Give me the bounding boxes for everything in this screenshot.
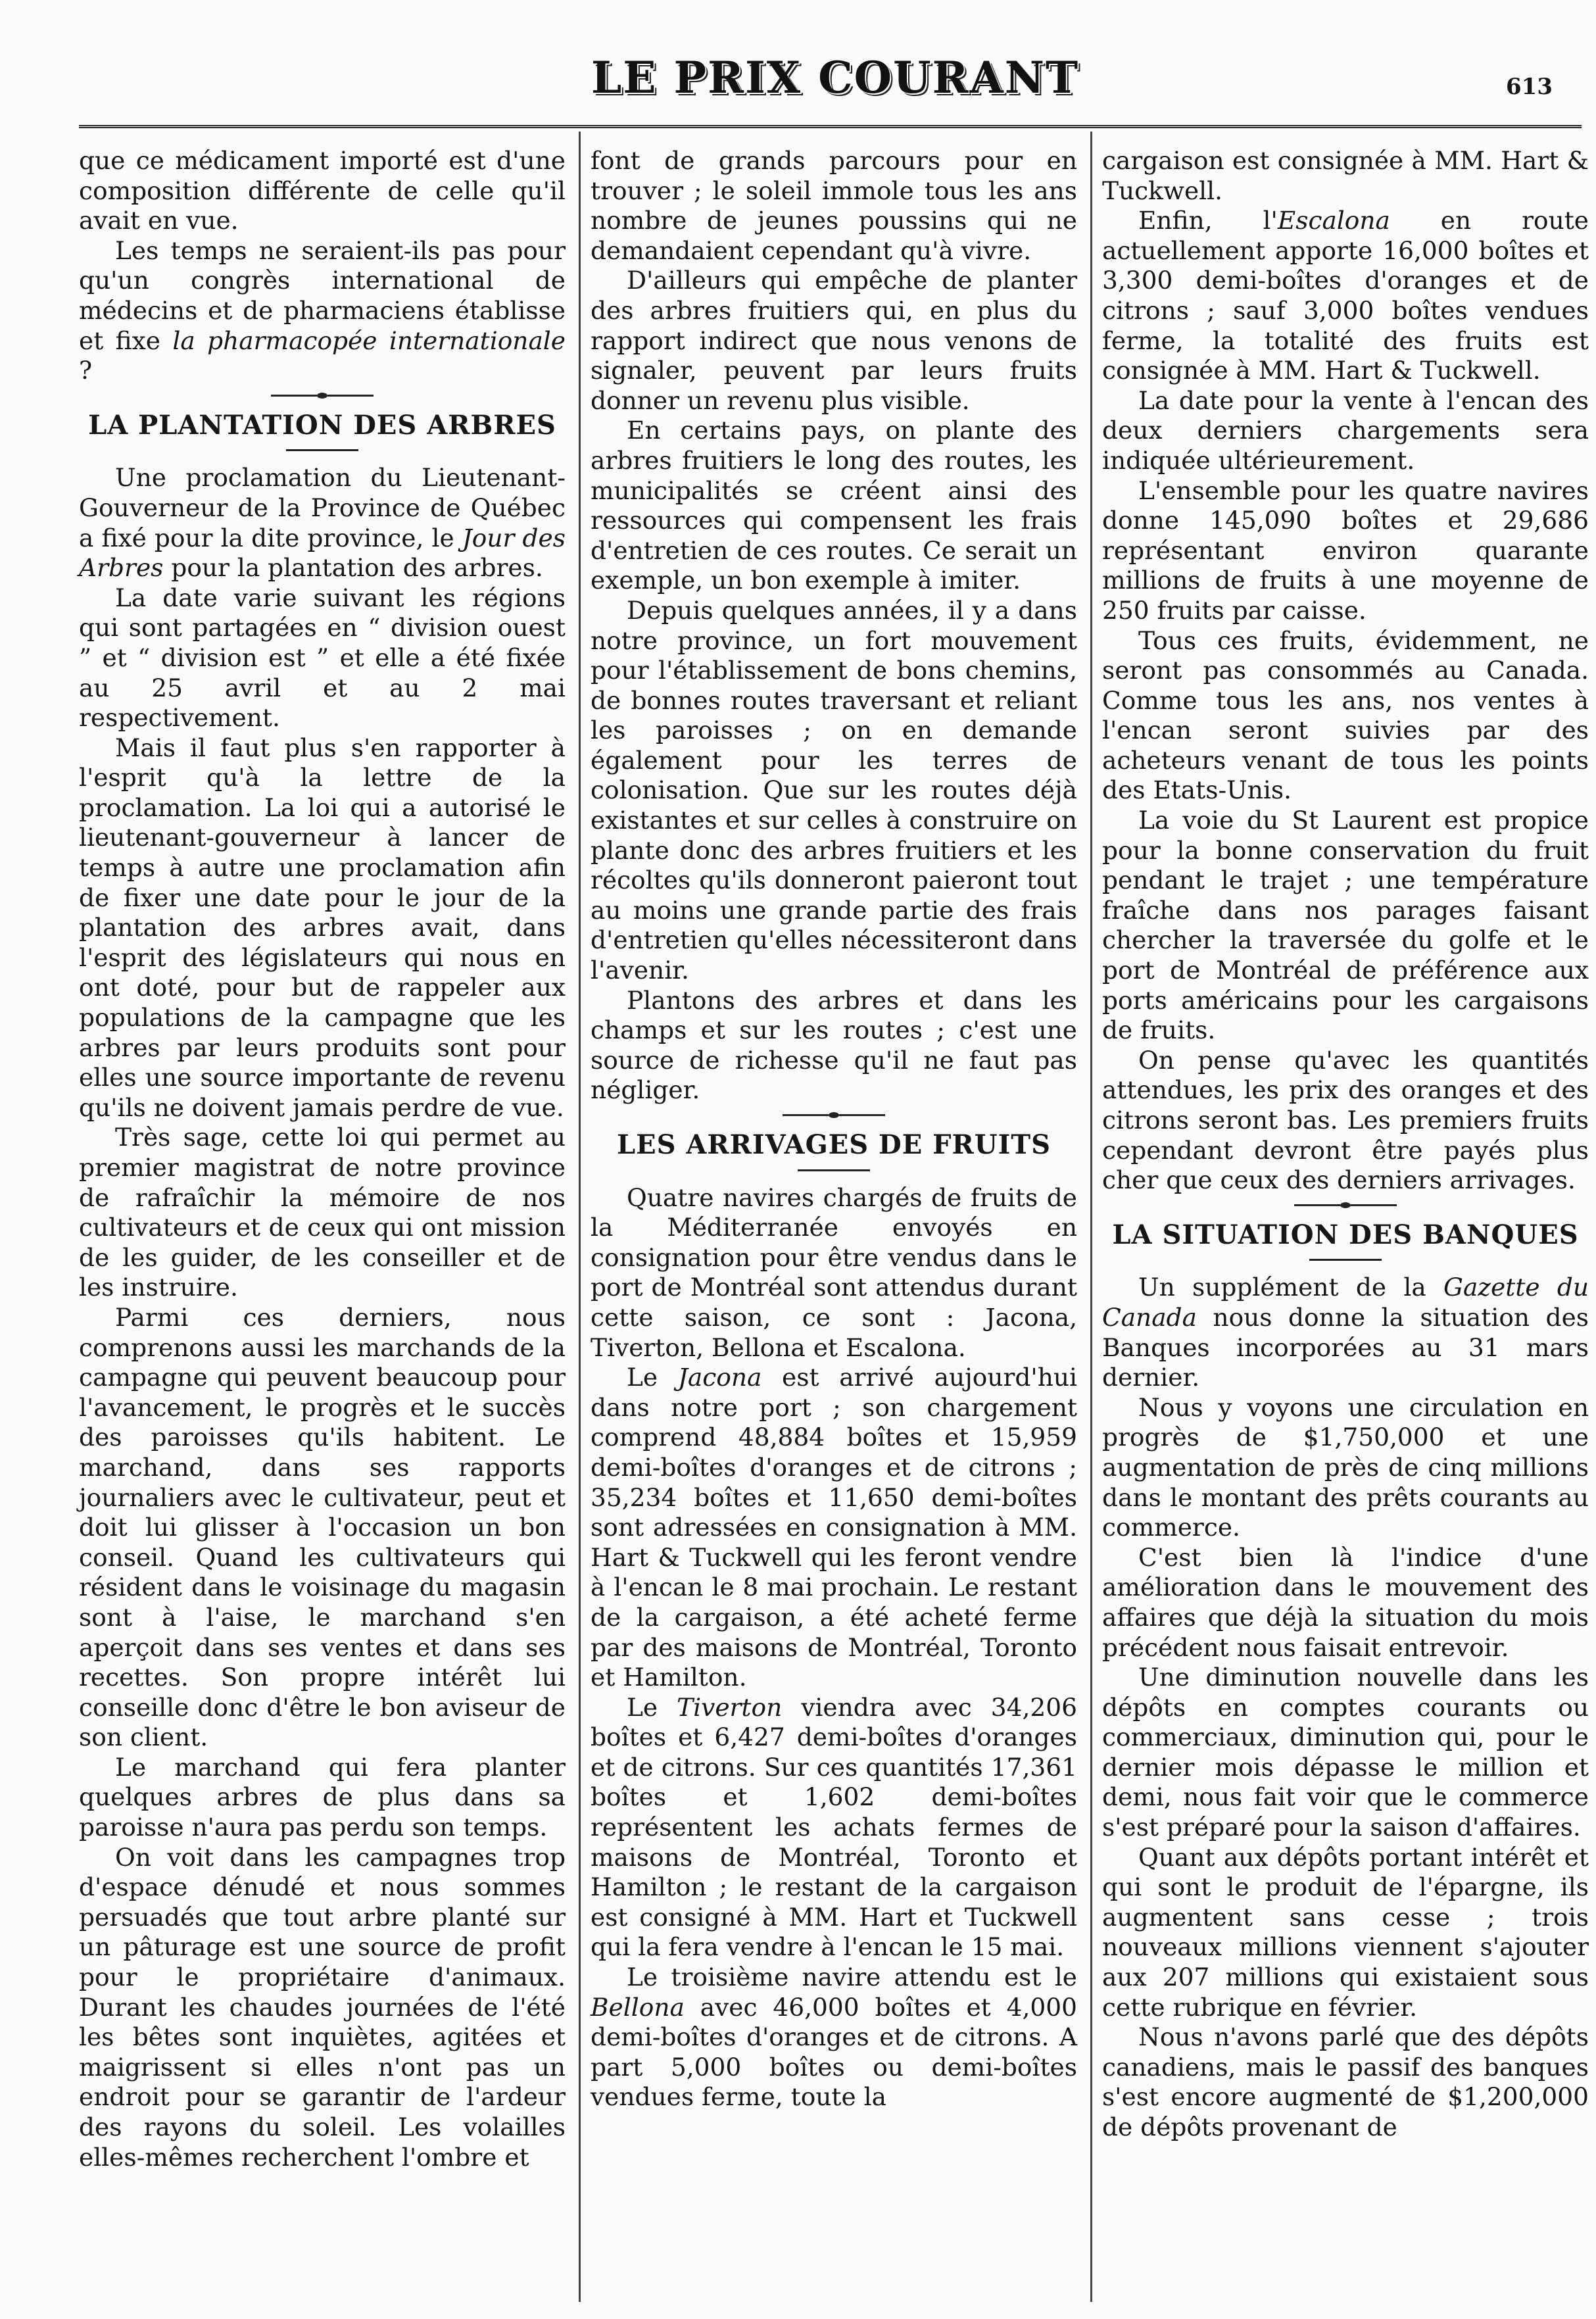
paragraph: Un supplément de la Gazette du Canada nous donne la situation des Banques incorporées au 31 mars dernier. <box>1102 1273 1589 1392</box>
paragraph: Très sage, cette loi qui permet au premier magistrat de notre province de rafraîchir la mémoire de nos cultivateurs et de ceux qui ont mission de les guider, de les conseiller et de les instruire. <box>79 1123 566 1302</box>
paragraph: On pense qu'avec les quantités attendues, les prix des oranges et des citrons seront bas. Les premiers fruits cependant devront être payés plus cher que ceux des derniers arrivages. <box>1102 1045 1589 1195</box>
paragraph: La date pour la vente à l'encan des deux derniers chargements sera indiquée ultérieurement. <box>1102 385 1589 475</box>
column-2 <box>591 146 1077 2112</box>
paragraph: Les temps ne seraient-ils pas pour qu'un congrès international de médecins et de pharmaciens établisse et fixe la pharmacopée internationale ? <box>79 235 566 385</box>
header-rule <box>79 125 1582 128</box>
paragraph: Nous n'avons parlé que des dépôts canadiens, mais le passif des banques s'est encore augmenté de $1,200,000 de dépôts provenant de <box>1102 2022 1589 2141</box>
paragraph: Depuis quelques années, il y a dans notre province, un fort mouvement pour l'établissement de bons chemins, de bonnes routes traversant et reliant les paroisses ; on en demande également pour les terres de colonisation. Que sur les routes déjà existantes et sur celles à construire on plante donc des arbres fruitiers et les récoltes qu'ils donneront paieront tout au moins une grande partie des frais d'entretien qu'elles nécessiteront dans l'avenir. <box>591 595 1077 985</box>
section-heading: LA PLANTATION DES ARBRES <box>88 409 556 441</box>
emphasis: Tiverton <box>677 1692 783 1722</box>
column-3 <box>1102 146 1589 2143</box>
section-ornament <box>79 393 566 399</box>
paragraph: On voit dans les campagnes trop d'espace dénudé et nous sommes persuadés que tout arbre planté sur un pâturage est une source de profit pour le propriétaire d'animaux. Durant les chaudes journées de l'été les bêtes sont inquiètes, agitées et maigrissent si elles n'ont pas un endroit pour se garantir de l'ardeur des rayons du soleil. Les volailles elles-mêmes recherchent l'ombre et <box>79 1842 566 2172</box>
paragraph: Une proclamation du Lieutenant-Gouverneur de la Province de Québec a fixé pour la dite province, le Jour des Arbres pour la plantation des arbres. <box>79 463 566 583</box>
paragraph: Une diminution nouvelle dans les dépôts en comptes courants ou commerciaux, diminution qui, pour le dernier mois dépasse le million et demi, nous fait voir que le commerce s'est préparé pour la saison d'affaires. <box>1102 1663 1589 1842</box>
page-number: 613 <box>1506 74 1553 100</box>
emphasis: la pharmacopée internationale <box>172 326 566 355</box>
section-heading: LES ARRIVAGES DE FRUITS <box>616 1129 1052 1160</box>
emphasis: Jacona <box>677 1363 762 1392</box>
paragraph: En certains pays, on plante des arbres fruitiers le long des routes, les municipalités se créent ainsi des ressources qui compensent les frais d'entretien de ces routes. Ce serait un exemple, un bon exemple à imiter. <box>591 416 1077 595</box>
paragraph: Parmi ces derniers, nous comprenons aussi les marchands de la campagne qui peuvent beaucoup pour l'avancement, le progrès et le succès des paroisses qu'ils habitent. Le marchand, dans ses rapports journaliers avec le cultivateur, peut et doit lui glisser à l'occasion un bon conseil. Quand les cultivateurs qui résident dans le voisinage du magasin sont à l'aise, le marchand s'en aperçoit dans ses ventes et dans ses recettes. Son propre intérêt lui conseille donc d'être le bon aviseur de son client. <box>79 1302 566 1752</box>
paragraph: cargaison est consignée à MM. Hart & Tuckwell. <box>1102 146 1589 205</box>
emphasis: Jour des Arbres <box>79 523 566 583</box>
paragraph: Le Jacona est arrivé aujourd'hui dans notre port ; son chargement comprend 48,884 boîtes et 15,959 demi-boîtes d'oranges et de citrons ; 35,234 boîtes et 11,650 demi-boîtes sont adressées en consignation à MM. Hart & Tuckwell qui les feront vendre à l'encan le 8 mai prochain. Le restant de la cargaison, a été acheté ferme par des maisons de Montréal, Toronto et Hamilton. <box>591 1363 1078 1692</box>
emphasis: Escalona <box>1277 206 1390 235</box>
paragraph: Le Tiverton viendra avec 34,206 boîtes et 6,427 demi-boîtes d'oranges et de citrons. Sur ces quantités 17,361 boîtes et 1,602 demi-boîtes représentent les achats fermes de maisons de Montréal, Toronto et Hamilton ; le restant de la cargaison est consigné à MM. Hart et Tuckwell qui la fera vendre à l'encan le 15 mai. <box>591 1692 1078 1962</box>
paragraph: Le marchand qui fera planter quelques arbres de plus dans sa paroisse n'aura pas perdu son temps. <box>79 1752 566 1842</box>
paragraph: La voie du St Laurent est propice pour la bonne conservation du fruit pendant le trajet ; une température fraîche dans nos parages faisant chercher la traversée du golfe et le port de Montréal de préférence aux ports américains pour les cargaisons de fruits. <box>1102 806 1589 1045</box>
column-divider <box>1090 132 1092 2302</box>
paragraph: D'ailleurs qui empêche de planter des arbres fruitiers qui, en plus du rapport indirect que nous venons de signaler, peuvent par leurs fruits donner un revenu plus visible. <box>591 266 1077 415</box>
paragraph: Mais il faut plus s'en rapporter à l'esprit qu'à la lettre de la proclamation. La loi qui a autorisé le lieutenant-gouverneur à lancer de temps à autre une proclamation afin de fixer une date pour le jour de la plantation des arbres avait, dans l'esprit des législateurs qui nous en ont doté, pour but de rappeler aux populations de la campagne que les arbres par leurs produits sont pour elles une source importante de revenu qu'ils ne doivent jamais perdre de vue. <box>79 733 566 1122</box>
paragraph: Le troisième navire attendu est le Bellona avec 46,000 boîtes et 4,000 demi-boîtes d'oranges et de citrons. A part 5,000 boîtes ou demi-boîtes vendues ferme, toute la <box>591 1963 1077 2112</box>
paragraph: Enfin, l'Escalona en route actuellement apporte 16,000 boîtes et 3,300 demi-boîtes d'oranges et de citrons ; sauf 3,000 boîtes vendues ferme, la totalité des fruits est consignée à MM. Hart & Tuckwell. <box>1102 206 1589 385</box>
emphasis: Gazette du Canada <box>1102 1273 1589 1332</box>
heading-rule <box>286 449 358 451</box>
paragraph: font de grands parcours pour en trouver ; le soleil immole tous les ans nombre de jeunes poussins qui ne demandaient cependant qu'à vivre. <box>591 146 1077 265</box>
paragraph: La date varie suivant les régions qui sont partagées en “ division ouest ” et “ division est ” et elle a été fixée au 25 avril et au 2 mai respectivement. <box>79 583 566 733</box>
heading-rule <box>798 1169 870 1171</box>
column-1 <box>79 146 566 2172</box>
paragraph: L'ensemble pour les quatre navires donne 145,090 boîtes et 29,686 représentant environ quarante millions de fruits à une moyenne de 250 fruits par caisse. <box>1102 476 1589 625</box>
paragraph: Nous y voyons une circulation en progrès de $1,750,000 et une augmentation de près de cinq millions dans le montant des prêts courants au commerce. <box>1102 1392 1589 1542</box>
column-divider <box>579 132 581 2302</box>
section-ornament <box>1102 1202 1589 1208</box>
masthead-logo: LE PRIX COURANT <box>591 52 1080 103</box>
paragraph: Plantons des arbres et dans les champs et sur les routes ; c'est une source de richesse qu'il ne faut pas négliger. <box>591 985 1077 1105</box>
paragraph: C'est bien là l'indice d'une amélioration dans le mouvement des affaires que déjà la situation du mois précédent nous faisait entrevoir. <box>1102 1542 1589 1662</box>
paragraph: que ce médicament importé est d'une composition différente de celle qu'il avait en vue. <box>79 146 566 235</box>
section-ornament <box>591 1112 1077 1118</box>
section-heading: LA SITUATION DES BANQUES <box>1112 1219 1579 1250</box>
emphasis: Bellona <box>591 1992 685 2022</box>
paragraph: Quant aux dépôts portant intérêt et qui sont le produit de l'épargne, ils augmentent sans cesse ; trois nouveaux millions viennent s'ajouter aux 207 millions qui existaient sous cette rubrique en février. <box>1102 1842 1589 2022</box>
paragraph: Quatre navires chargés de fruits de la Méditerranée envoyés en consignation pour être vendus dans le port de Montréal sont attendus durant cette saison, ce sont : Jacona, Tiverton, Bellona et Escalona. <box>591 1183 1077 1362</box>
heading-rule <box>1309 1259 1382 1261</box>
paragraph: Tous ces fruits, évidemment, ne seront pas consommés au Canada. Comme tous les ans, nos ventes à l'encan seront suivies par des acheteurs venant de tous les points des Etats-Unis. <box>1102 625 1589 805</box>
